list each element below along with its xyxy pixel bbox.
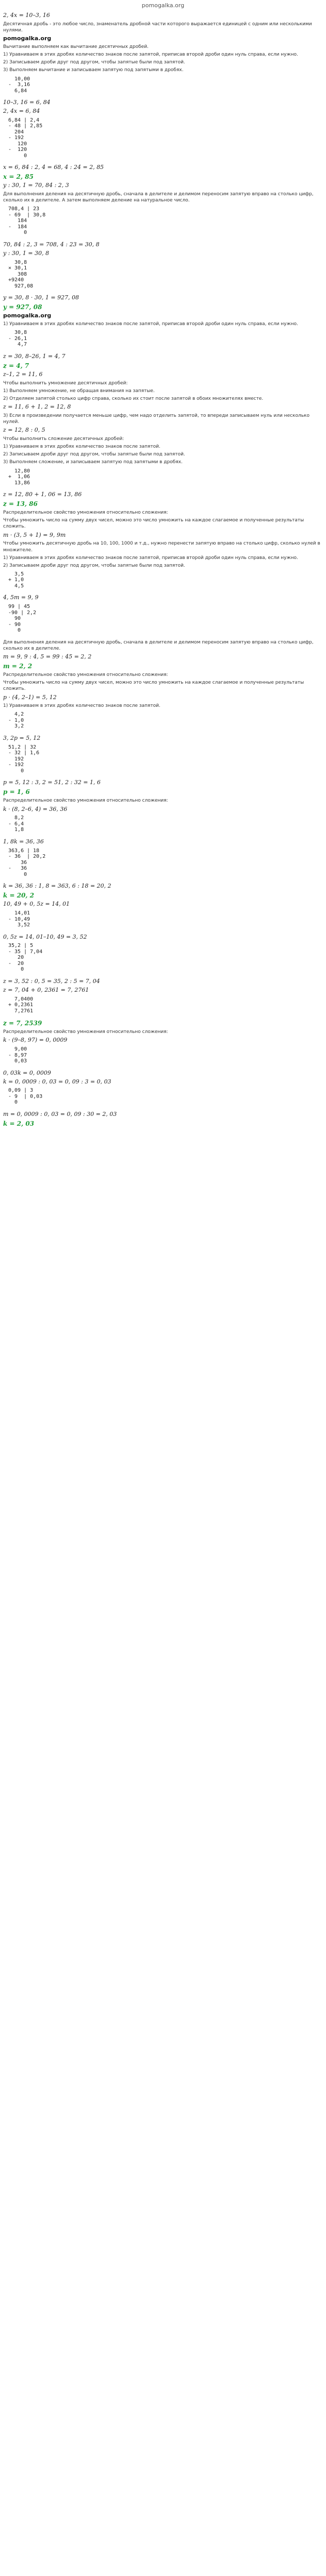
equation-line: 10–3, 16 = 6, 84 <box>3 99 51 106</box>
explanation-text: Чтобы умножить число на сумму двух чисел, можно это число умножить на каждое слагаемое и полученные результаты сложить. <box>3 518 304 530</box>
explanation-text: Распределительное свойство умножения относительно сложения: <box>3 672 168 678</box>
equation-line: z = 11, 6 + 1, 2 = 12, 8 <box>3 403 71 411</box>
explanation-text: 2) Записываем дроби друг под другом, чтобы запятые были под запятой. <box>3 60 185 65</box>
column-calculation: 14,01 - 10,49 3,52 <box>8 910 30 928</box>
explanation-text: Распределительное свойство умножения относительно сложения: <box>3 510 168 516</box>
answer-line: z = 7, 2539 <box>3 1020 42 1027</box>
column-calculation: 0,09 | 3 - 9 | 0,03 0 <box>8 1088 43 1106</box>
equation-line: z = 12, 8 : 0, 5 <box>3 427 45 434</box>
equation-line: m = 0, 0009 : 0, 03 = 0, 09 : 30 = 2, 03 <box>3 1110 117 1117</box>
spacer <box>3 1107 323 1110</box>
equation-line: 10, 49 + 0, 5z = 14, 01 <box>3 901 70 908</box>
equation-line: k = 0, 0009 : 0, 03 = 0, 09 : 3 = 0, 03 <box>3 1078 111 1085</box>
equation-line: p · (4, 2–1) = 5, 12 <box>3 693 57 701</box>
column-calculation: 30,8 × 30,1 308 +9240 927,08 <box>8 259 34 289</box>
explanation-text: 1) Уравниваем в этих дробях количество знаков после запятой. <box>3 703 160 709</box>
spacer <box>3 1015 323 1018</box>
explanation-text: Десятичная дробь - это любое число, знаменатель дробной части которого выражается единицей с одним или несколькими нулями. <box>3 21 312 33</box>
explanation-text: 2) Отделяем запятой столько цифр справа, сколько их стоит после запятой в обоих множителях вместе. <box>3 396 264 401</box>
explanation-text: 3) Если в произведении получается меньше цифр, чем надо отделить запятой, то впереди записываем нуль или несколько нулей. <box>3 413 309 425</box>
equation-line: p = 5, 12 : 3, 2 = 51, 2 : 32 = 1, 6 <box>3 779 101 786</box>
column-calculation: 12,80 + 1,06 13,86 <box>8 468 30 486</box>
spacer <box>3 349 323 352</box>
column-calculation: 6,84 | 2,4 - 48 | 2,85 204 - 192 120 - 120 0 <box>8 117 43 159</box>
equation-line: z–1, 2 = 11, 6 <box>3 370 43 378</box>
explanation-text: 3) Выполняем сложение, и записываем запятую под запятыми в дробях. <box>3 460 183 465</box>
equation-line: m · (3, 5 + 1) = 9, 9m <box>3 531 66 538</box>
equation-line: 0, 03k = 0, 0009 <box>3 1069 51 1076</box>
explanation-text: 1) Уравниваем в этих дробях количество знаков после запятой, приписав второй дроби один нуль справа, если нужно. <box>3 321 298 327</box>
equation-line: k · (9–8, 97) = 0, 0009 <box>3 1037 68 1044</box>
explanation-text: 1) Выполняем умножение, не обращая внимания на запятые. <box>3 388 155 394</box>
equation-line: x = 6, 84 : 2, 4 = 68, 4 : 24 = 2, 85 <box>3 164 104 171</box>
equation-line: 2, 4x = 10–3, 16 <box>3 11 50 19</box>
explanation-text: Распределительное свойство умножения относительно сложения: <box>3 798 168 804</box>
spacer <box>3 731 323 734</box>
equation-line: 3, 2p = 5, 12 <box>3 734 41 741</box>
explanation-text: 1) Уравниваем в этих дробях количество знаков после запятой. <box>3 444 160 450</box>
equation-line: z = 30, 8–26, 1 = 4, 7 <box>3 352 66 360</box>
column-calculation: 363,6 | 18 - 36 | 20,2 36 - 36 0 <box>8 848 46 877</box>
explanation-text: 3) Выполняем вычитание и записываем запятую под запятыми в дробях. <box>3 67 184 73</box>
explanation-text: 1) Уравниваем в этих дробях количество знаков после запятой, приписав второй дроби один нуль справа, если нужно. <box>3 555 298 561</box>
spacer <box>3 487 323 490</box>
answer-line: p = 1, 6 <box>3 788 30 796</box>
watermark-row <box>3 35 323 42</box>
watermark-row <box>3 312 323 319</box>
equation-line: 2, 4x = 6, 84 <box>3 107 40 114</box>
equation-line: 0, 5z = 14, 01–10, 49 = 3, 52 <box>3 933 87 940</box>
answer-line: z = 4, 7 <box>3 362 29 369</box>
spacer <box>3 1065 323 1069</box>
site-title-link[interactable]: pomogalka.org <box>141 2 185 9</box>
spacer <box>3 290 323 293</box>
watermark-text: pomogalka.org <box>3 312 52 319</box>
column-calculation: 8,2 - 6,4 1,8 <box>8 815 24 833</box>
equation-line: z = 7, 04 + 0, 2361 = 7, 2761 <box>3 986 89 993</box>
equation-line: k · (8, 2–6, 4) = 36, 36 <box>3 805 68 812</box>
column-calculation: 9,00 - 8,97 0,03 <box>8 1046 27 1064</box>
equation-line: y : 30, 1 = 30, 8 <box>3 249 50 257</box>
equation-line: 70, 84 : 2, 3 = 708, 4 : 23 = 30, 8 <box>3 241 100 248</box>
answer-line: k = 2, 03 <box>3 1120 35 1127</box>
answer-line: z = 13, 86 <box>3 500 38 507</box>
explanation-text: Чтобы умножить десятичную дробь на 10, 100, 1000 и т.д., нужно перенести запятую вправо на столько цифр, сколько нулей в множителе. <box>3 541 320 553</box>
explanation-text: Чтобы выполнить сложение десятичных дробей: <box>3 436 124 442</box>
equation-line: z = 3, 52 : 0, 5 = 35, 2 : 5 = 7, 04 <box>3 977 100 985</box>
equation-line: m = 9, 9 : 4, 5 = 99 : 45 = 2, 2 <box>3 653 92 660</box>
column-calculation: 30,8 - 26,1 4,7 <box>8 330 27 348</box>
answer-line: m = 2, 2 <box>3 662 32 670</box>
solution-content <box>3 12 323 1128</box>
spacer <box>3 834 323 837</box>
spacer <box>3 878 323 882</box>
spacer <box>3 635 323 638</box>
explanation-text: Чтобы умножить число на сумму двух чисел, можно это число умножить на каждое слагаемое и полученные результаты сложить. <box>3 680 304 692</box>
site-header <box>3 0 323 11</box>
column-calculation: 7,0400 + 0,2361 7,2761 <box>8 996 34 1014</box>
explanation-text: 2) Записываем дроби друг под другом, чтобы запятые были под запятой. <box>3 452 185 457</box>
column-calculation: 51,2 | 32 - 32 | 1,6 192 - 192 0 <box>8 744 40 774</box>
explanation-text: Чтобы выполнить умножение десятичных дробей: <box>3 380 128 386</box>
spacer <box>3 237 323 240</box>
equation-line: k = 36, 36 : 1, 8 = 363, 6 : 18 = 20, 2 <box>3 883 111 890</box>
explanation-text: Распределительное свойство умножения относительно сложения: <box>3 1029 168 1035</box>
explanation-text: 1) Уравниваем в этих дробях количество знаков после запятой, приписав второй дроби один нуль справа, если нужно. <box>3 52 298 58</box>
equation-line: 4, 5m = 9, 9 <box>3 594 39 601</box>
page <box>0 0 326 1128</box>
answer-line: k = 20, 2 <box>3 892 35 900</box>
explanation-text: 2) Записываем дроби друг под другом, чтобы запятые были под запятой. <box>3 563 185 568</box>
equation-line: 1, 8k = 36, 36 <box>3 838 44 845</box>
answer-line: x = 2, 85 <box>3 173 34 181</box>
column-calculation: 3,5 + 1,0 4,5 <box>8 571 24 589</box>
equation-line: y = 30, 8 · 30, 1 = 927, 08 <box>3 294 79 301</box>
explanation-text: Для выполнения деления на десятичную дробь, сначала в делителе и делимом переносим запятую вправо на столько цифр, сколько их в делителе. <box>3 639 314 651</box>
explanation-text: Для выполнения деления на десятичную дробь, сначала в делителе и делимом переносим запятую вправо на столько цифр, сколько их в делителе. А затем выполняем деление на натуральное число. <box>3 192 314 204</box>
column-calculation: 35,2 | 5 - 35 | 7,04 20 - 20 0 <box>8 943 43 973</box>
spacer <box>3 929 323 933</box>
watermark-text: pomogalka.org <box>3 35 52 42</box>
spacer <box>3 775 323 778</box>
spacer <box>3 974 323 977</box>
spacer <box>3 160 323 163</box>
explanation-text: Вычитание выполняем как вычитание десятичных дробей. <box>3 44 149 49</box>
column-calculation: 10,00 - 3,16 6,84 <box>8 76 30 94</box>
column-calculation: 99 | 45 -90 | 2,2 90 - 90 0 <box>8 604 37 634</box>
equation-line: y : 30, 1 = 70, 84 : 2, 3 <box>3 182 69 189</box>
column-calculation: 708,4 | 23 - 69 | 30,8 184 - 184 0 <box>8 206 46 236</box>
column-calculation: 4,2 - 1,0 3,2 <box>8 711 24 730</box>
spacer <box>3 95 323 98</box>
spacer <box>3 590 323 593</box>
answer-line: y = 927, 08 <box>3 303 42 311</box>
equation-line: z = 12, 80 + 1, 06 = 13, 86 <box>3 491 82 498</box>
